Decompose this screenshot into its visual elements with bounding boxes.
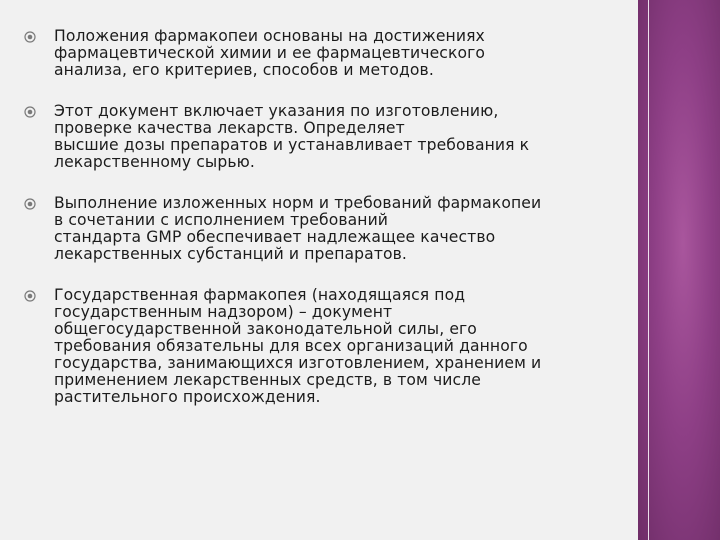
bullet-item <box>24 195 624 263</box>
bullet-item <box>24 28 624 79</box>
bullet-text: Этот документ включает указания по изготовлению, проверке качества лекарств. Определяет высшие дозы препаратов и устанавливает требования к лекарственному сырью. <box>54 102 530 171</box>
bullet-item <box>24 287 624 406</box>
bullet-text: Выполнение изложенных норм и требований фармакопеи в сочетании с исполнением требований стандарта GMP обеспечивает надлежащее качество лекарственных субстанций и препаратов. <box>54 194 542 263</box>
bullet-text: Положения фармакопеи основаны на достижениях фармацевтической химии и ее фармацевтического анализа, его критериев, способов и методов. <box>54 27 486 79</box>
bullet-list <box>24 28 624 406</box>
bullet-text: Государственная фармакопея (находящаяся под государственным надзором) – документ общегосударственной законодательной силы, его требования обязательны для всех организаций данного государства, занимающихся изготовлением, хранением и применением лекарственных средств, в том числе растительного происхождения. <box>54 286 542 406</box>
radio-target-icon <box>24 31 36 43</box>
bullet-item <box>24 103 624 171</box>
radio-target-icon <box>24 106 36 118</box>
decorative-side-band <box>638 0 720 540</box>
radio-target-icon <box>24 290 36 302</box>
band-divider-line <box>648 0 649 540</box>
radio-target-icon <box>24 198 36 210</box>
